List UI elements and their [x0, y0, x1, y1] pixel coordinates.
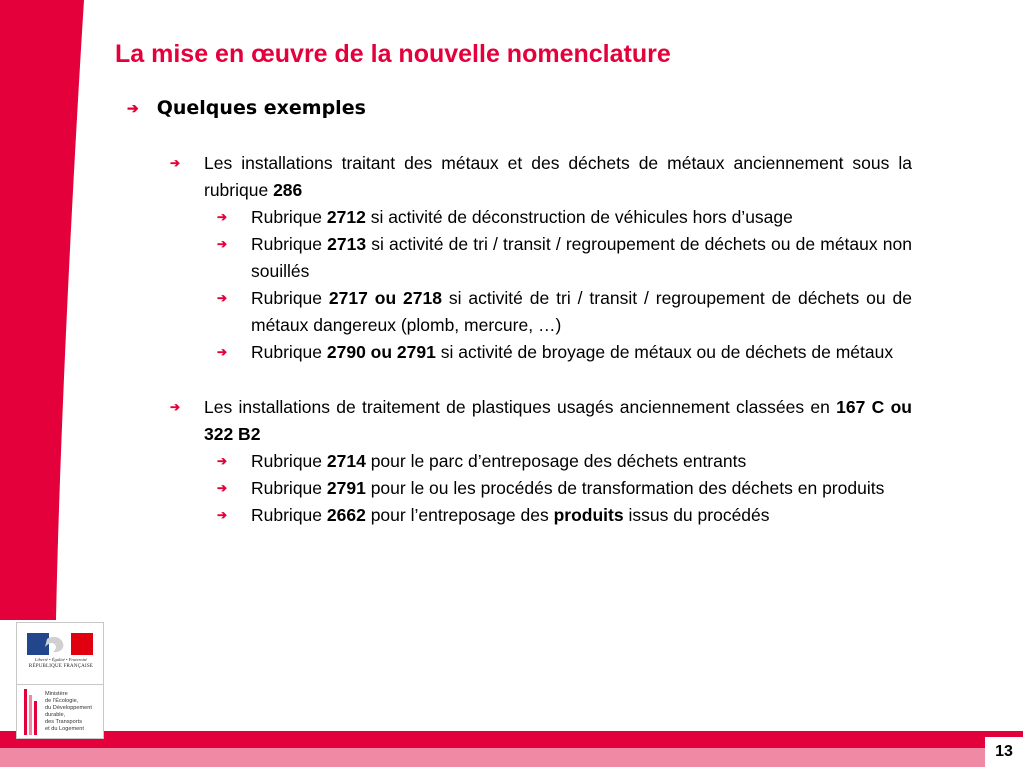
sub-bullet-item: ➔ Rubrique 2717 ou 2718 si activité de tri / transit / regroupement de déchets ou de métaux dangereux (plomb, mercure, …): [170, 285, 912, 339]
arrow-bullet-icon: ➔: [217, 481, 228, 495]
slide-subtitle: Quelques exemples: [156, 97, 366, 119]
arrow-bullet-icon: ➔: [217, 237, 228, 251]
government-logo: [16, 622, 104, 739]
sub-bullet-item: ➔ Rubrique 2714 pour le parc d’entreposage des déchets entrants: [170, 448, 912, 475]
footer-bar: [0, 731, 1023, 748]
page-number: 13: [985, 737, 1023, 767]
ministry-label: Ministère de l’Écologie, du Développement durable, des Transports et du Logement: [45, 691, 92, 732]
subtitle-row: [127, 97, 366, 119]
arrow-bullet-icon: ➔: [170, 400, 181, 414]
arrow-bullet-icon: ➔: [217, 291, 228, 305]
bullet-item: ➔ Les installations de traitement de plastiques usagés anciennement classées en 167 C ou 322 B2: [170, 394, 912, 448]
bullet-item: ➔ Les installations traitant des métaux et des déchets de métaux anciennement sous la rubrique 286: [170, 150, 912, 204]
footer-bar-light: [0, 748, 1023, 767]
sub-bullet-item: ➔ Rubrique 2791 pour le ou les procédés de transformation des déchets en produits: [170, 475, 912, 502]
sub-bullet-item: ➔ Rubrique 2662 pour l’entreposage des produits issus du procédés: [170, 502, 912, 529]
logo-divider: [17, 684, 103, 685]
arrow-bullet-icon: ➔: [217, 210, 228, 224]
arrow-bullet-icon: ➔: [217, 454, 228, 468]
arrow-bullet-icon: ➔: [127, 99, 139, 116]
arrow-bullet-icon: ➔: [217, 508, 228, 522]
content: [170, 150, 912, 529]
sub-bullet-item: ➔ Rubrique 2712 si activité de déconstruction de véhicules hors d’usage: [170, 204, 912, 231]
sub-bullet-item: ➔ Rubrique 2713 si activité de tri / transit / regroupement de déchets ou de métaux non souillés: [170, 231, 912, 285]
slide-title: La mise en œuvre de la nouvelle nomenclature: [115, 40, 671, 68]
republic-label: RÉPUBLIQUE FRANÇAISE: [28, 664, 94, 669]
motto: Liberté • Égalité • Fraternité: [34, 657, 88, 662]
arrow-bullet-icon: ➔: [170, 156, 181, 170]
ministry-stripes-icon: [24, 689, 40, 735]
arrow-bullet-icon: ➔: [217, 345, 228, 359]
sub-bullet-item: ➔ Rubrique 2790 ou 2791 si activité de broyage de métaux ou de déchets de métaux: [170, 339, 912, 366]
marianne-flag-icon: [27, 633, 93, 655]
